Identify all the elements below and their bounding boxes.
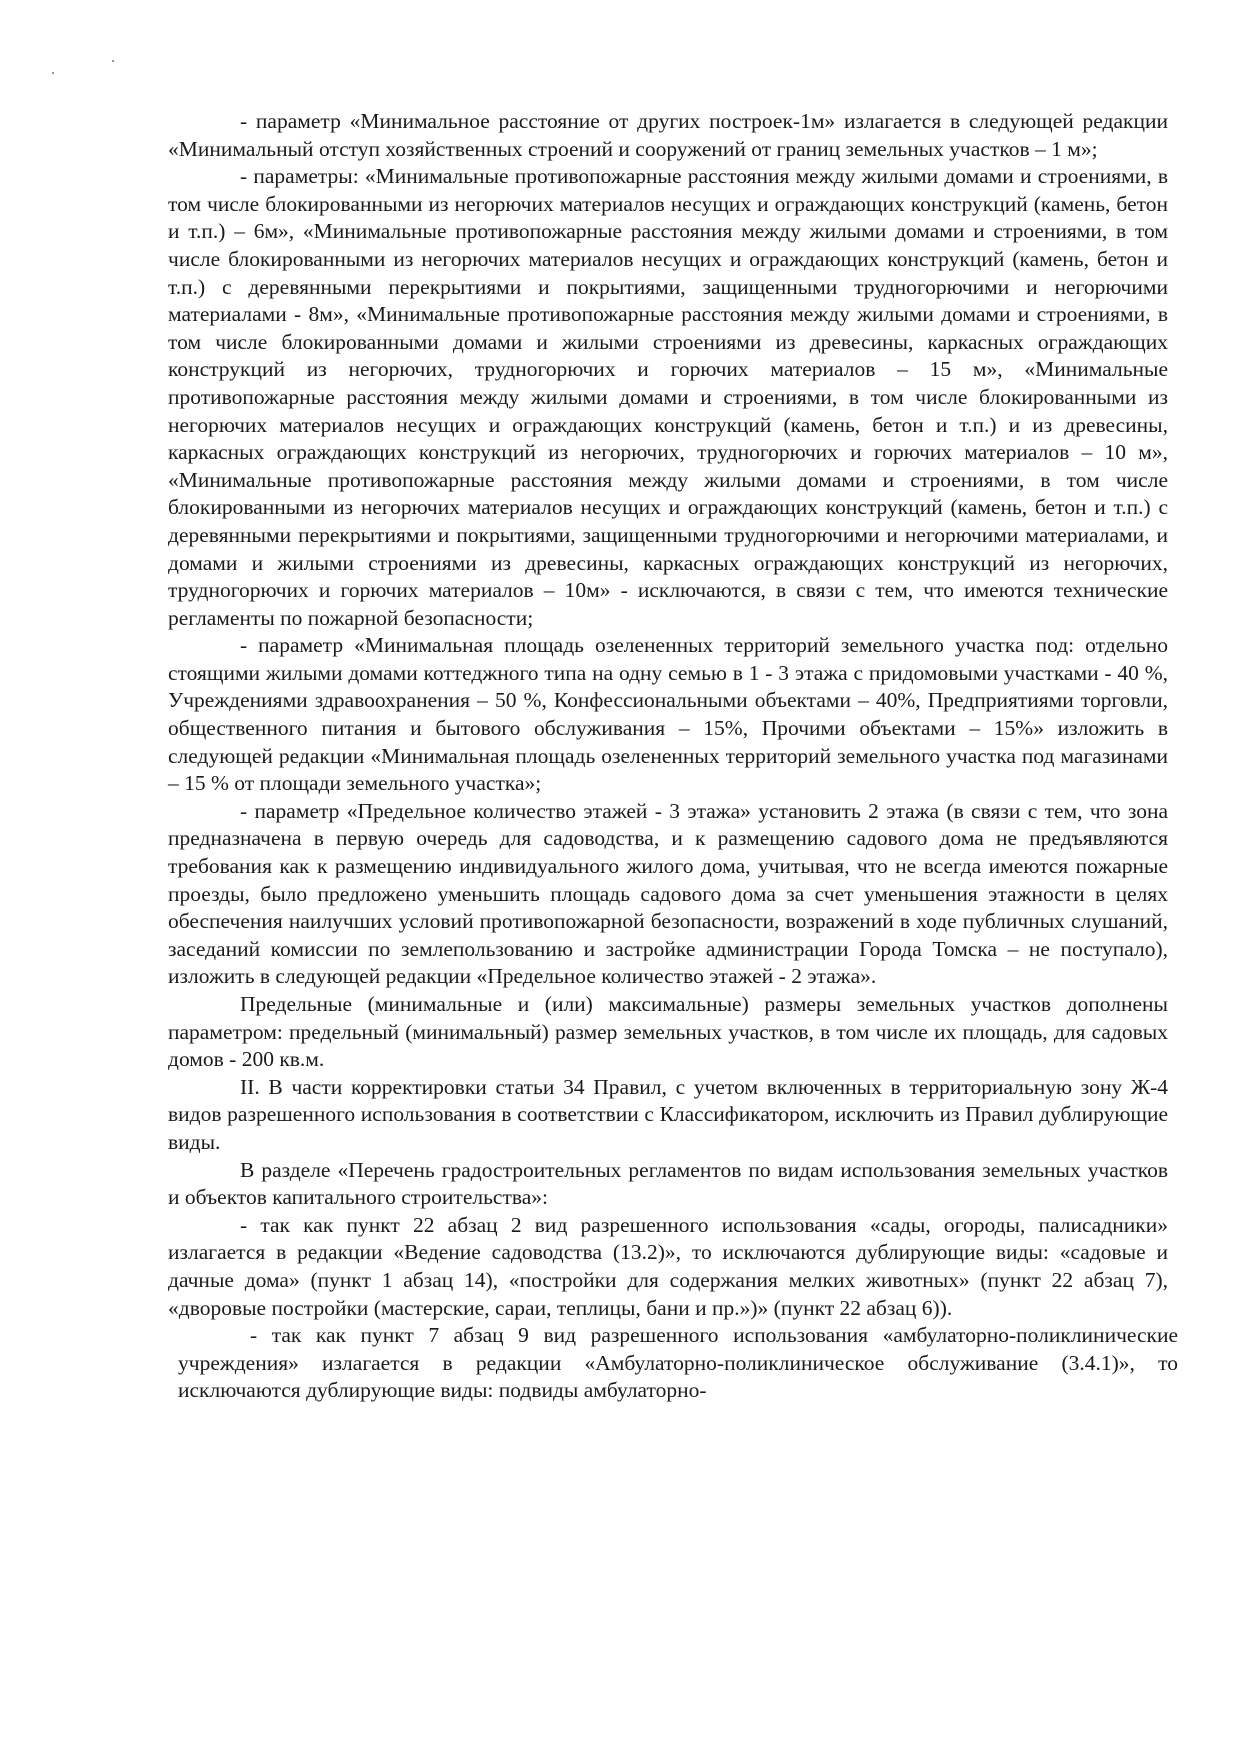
paragraph-2: - параметры: «Минимальные противопожарные расстояния между жилыми домами и строениями, в том числе блокированными из негорючих материалов несущих и ограждающих конструкций (камень, бетон и т.п.) – 6м», «Минимальные противопожарные расстояния между жилыми домами и строениями, в том числе блокированными из негорючих материалов несущих и ограждающих конструкций (камень, бетон и т.п.) с деревянными перекрытиями и покрытиями, защищенными трудногорючими и негорючими материалами - 8м», «Минимальные противопожарные расстояния между жилыми домами и строениями, в том числе блокированными домами и жилыми строениями из древесины, каркасных ограждающих конструкций из негорючих, трудногорючих и горючих материалов – 15 м», «Минимальные противопожарные расстояния между жилыми домами и строениями, в том числе блокированными из негорючих материалов несущих и ограждающих конструкций (камень, бетон и т.п.) и из древесины, каркасных ограждающих конструкций из негорючих, трудногорючих и горючих материалов – 10 м», «Минимальные противопожарные расстояния между жилыми домами и строениями, в том числе блокированными из негорючих материалов несущих и ограждающих конструкций (камень, бетон и т.п.) с деревянными перекрытиями и покрытиями, защищенными трудногорючими и негорючими материалами, и домами и жилыми строениями из древесины, каркасных ограждающих конструкций из негорючих, трудногорючих и горючих материалов – 10м» - исключаются, в связи с тем, что имеются технические регламенты по пожарной безопасности; — [168, 164, 1168, 630]
paragraph-3: - параметр «Минимальная площадь озелененных территорий земельного участка под: отдельно стоящими жилыми домами коттеджного типа на одну семью в 1 - 3 этажа с придомовыми участками - 40 %, Учреждениями здравоохранения – 50 %, Конфессиональными объектами – 40%, Предприятиями торговли, общественного питания и бытового обслуживания – 15%, Прочими объектами – 15%» изложить в следующей редакции «Минимальная площадь озелененных территорий земельного участка под магазинами – 15 % от площади земельного участка»; — [168, 633, 1168, 796]
paragraph-9: - так как пункт 7 абзац 9 вид разрешенного использования «амбулаторно-поликлинические учреждения» излагается в редакции «Амбулаторно-поликлиническое обслуживание (3.4.1)», то исключаются дублирующие виды: подвиды амбулаторно- — [178, 1323, 1178, 1403]
scan-speck — [52, 72, 54, 74]
paragraph-8: - так как пункт 22 абзац 2 вид разрешенного использования «сады, огороды, палисадники» излагается в редакции «Ведение садоводства (13.2)», то исключаются дублирующие виды: «садовые и дачные дома» (пункт 1 абзац 14), «постройки для содержания мелких животных» (пункт 22 абзац 7), «дворовые постройки (мастерские, сараи, теплицы, бани и пр.»)» (пункт 22 абзац 6)). — [168, 1212, 1168, 1320]
paragraph-4: - параметр «Предельное количество этажей - 3 этажа» установить 2 этажа (в связи с тем, что зона предназначена в первую очередь для садоводства, и к размещению садового дома не предъявляются требования как к размещению индивидуального жилого дома, учитывая, что не всегда имеются пожарные проезды, было предложено уменьшить площадь садового дома за счет уменьшения этажности в целях обеспечения наилучших условий противопожарной безопасности, возражений в ходе публичных слушаний, заседаний комиссии по землепользованию и застройке администрации Города Томска – не поступало), изложить в следующей редакции «Предельное количество этажей - 2 этажа». — [168, 798, 1168, 989]
paragraph-1: - параметр «Минимальное расстояние от других построек-1м» излагается в следующей редакции «Минимальный отступ хозяйственных строений и сооружений от границ земельных участков – 1 м»; — [168, 109, 1168, 161]
paragraph-5: Предельные (минимальные и (или) максимальные) размеры земельных участков дополнены параметром: предельный (минимальный) размер земельных участков, в том числе их площадь, для садовых домов - 200 кв.м. — [168, 992, 1168, 1072]
paragraph-6: II. В части корректировки статьи 34 Правил, с учетом включенных в территориальную зону Ж-4 видов разрешенного использования в соответствии с Классификатором, исключить из Правил дублирующие виды. — [168, 1074, 1168, 1154]
scan-speck — [112, 60, 114, 62]
document-body — [168, 108, 1178, 1405]
paragraph-7: В разделе «Перечень градостроительных регламентов по видам использования земельных участков и объектов капитального строительства»: — [168, 1157, 1168, 1210]
